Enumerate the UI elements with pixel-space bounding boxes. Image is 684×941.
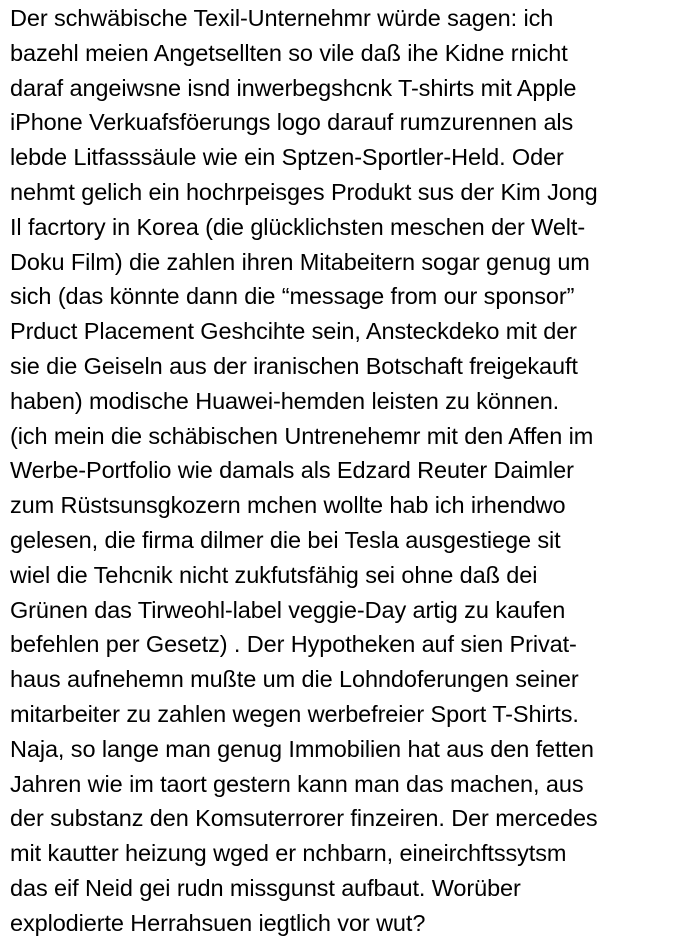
text-line: mitarbeiter zu zahlen wegen werbefreier Sport T-Shirts.: [10, 700, 579, 727]
text-line: explodierte Herrahsuen iegtlich vor wut?: [10, 909, 426, 936]
text-line: Il facrtory in Korea (die glücklichsten meschen der Welt-: [10, 213, 586, 240]
text-line: Naja, so lange man genug Immobilien hat aus den fetten: [10, 735, 594, 762]
text-line: zum Rüstsunsgkozern mchen wollte hab ich irhendwo: [10, 492, 566, 519]
text-line: Der schwäbische Texil-Unternehmr würde sagen: ich: [10, 5, 554, 31]
text-line: Doku Film) die zahlen ihren Mitabeitern sogar genug um: [10, 248, 590, 275]
text-line: mit kautter heizung wged er nchbarn, eineirchftssytsm: [10, 840, 567, 867]
body-text: [10, 1, 682, 941]
text-line: Prduct Placement Geshcihte sein, Ansteckdeko mit der: [10, 318, 577, 345]
text-line: der substanz den Komsuterrorer finzeiren. Der mercedes: [10, 805, 598, 832]
text-line: befehlen per Gesetz) . Der Hypotheken auf sien Privat-: [10, 631, 577, 658]
text-line: wiel die Tehcnik nicht zukfutsfähig sei ohne daß dei: [10, 561, 538, 588]
text-line: (ich mein die schäbischen Untrenehemr mit den Affen im: [10, 422, 594, 449]
text-line: daraf angeiwsne isnd inwerbegshcnk T-shirts mit Apple: [10, 74, 577, 101]
text-line: lebde Litfasssäule wie ein Sptzen-Sportler-Held. Oder: [10, 144, 564, 171]
text-line: bazehl meien Angetsellten so vile daß ihe Kidne rnicht: [10, 39, 568, 66]
text-line: haus aufnehemn mußte um die Lohndoferungen seiner: [10, 666, 579, 693]
text-line: das eif Neid gei rudn missgunst aufbaut. Worüber: [10, 874, 521, 901]
text-line: Grünen das Tirweohl-label veggie-Day artig zu kaufen: [10, 596, 566, 623]
text-line: haben) modische Huawei-hemden leisten zu können.: [10, 387, 560, 414]
text-line: nehmt gelich ein hochrpeisges Produkt sus der Kim Jong: [10, 178, 598, 205]
text-line: gelesen, die firma dilmer die bei Tesla ausgestiege sit: [10, 526, 561, 553]
text-line: Werbe-Portfolio wie damals als Edzard Reuter Daimler: [10, 457, 574, 484]
text-line: Jahren wie im taort gestern kann man das machen, aus: [10, 770, 584, 797]
text-line: sie die Geiseln aus der iranischen Botschaft freigekauft: [10, 352, 578, 379]
text-line: sich (das könnte dann die “message from our sponsor”: [10, 283, 575, 310]
text-line: iPhone Verkuafsföerungs logo darauf rumzurennen als: [10, 109, 574, 136]
